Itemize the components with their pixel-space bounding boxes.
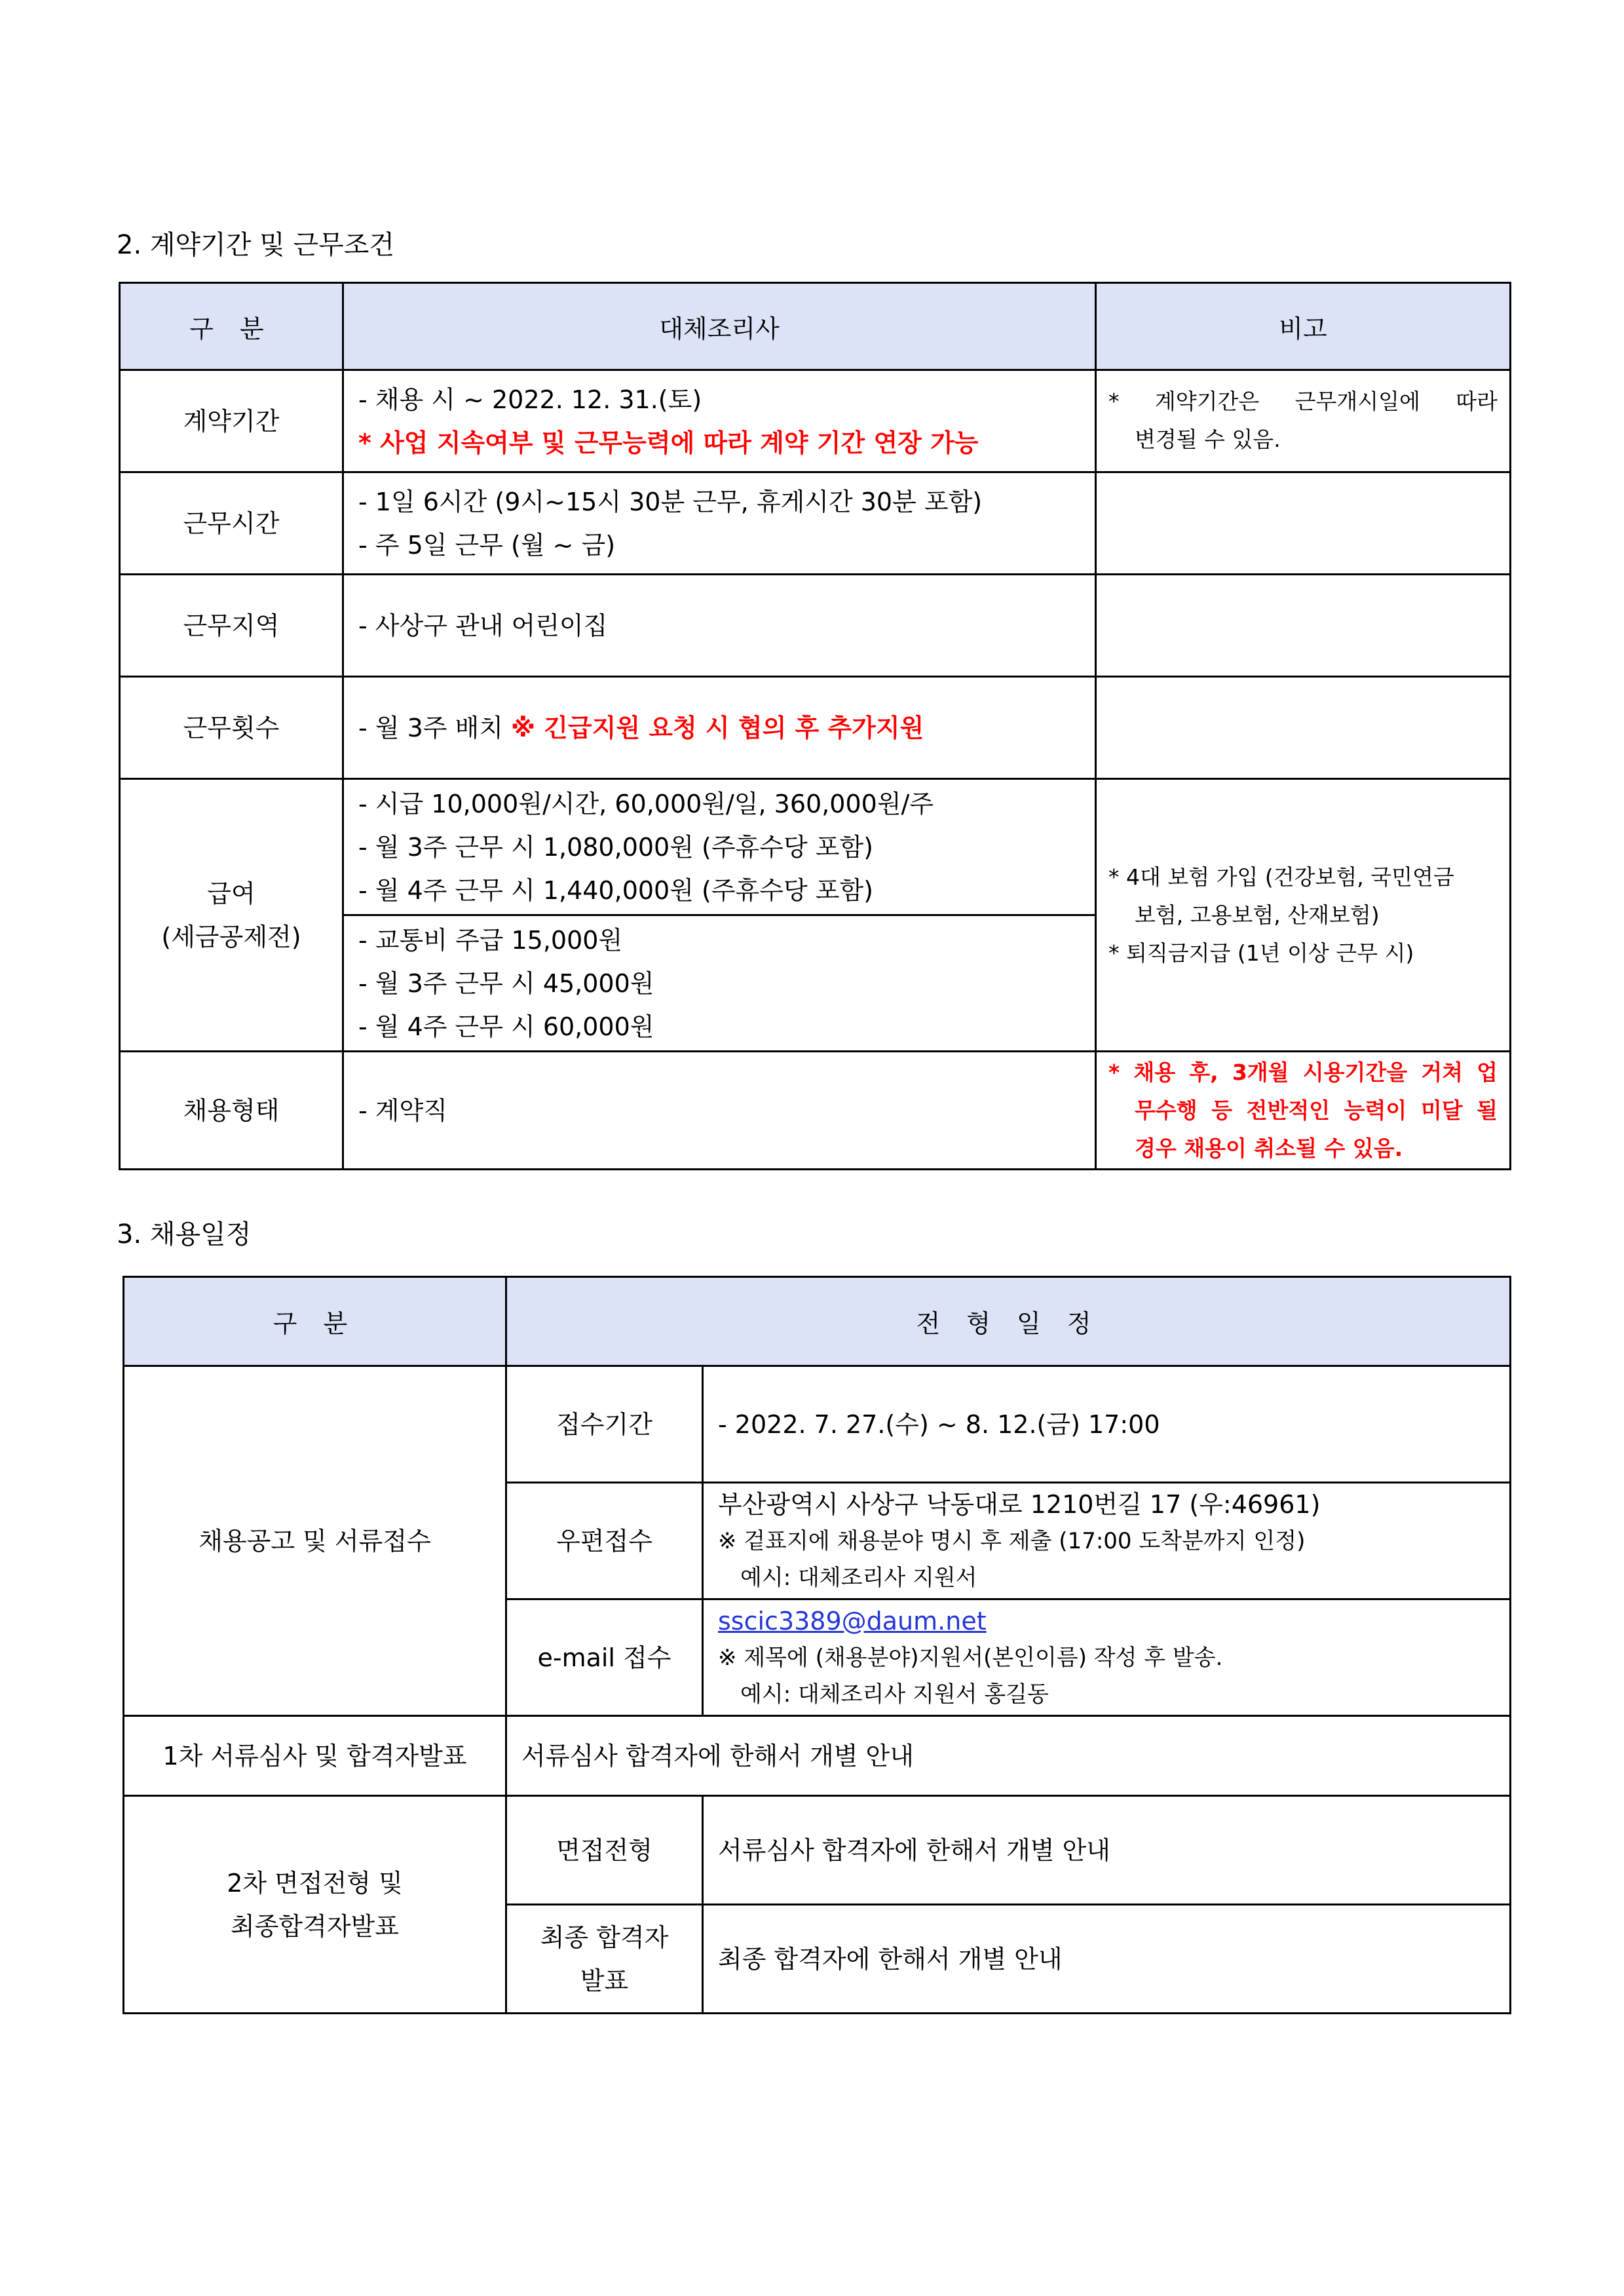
table-row <box>120 1052 1511 1170</box>
salary-label <box>120 779 343 1052</box>
table-row <box>120 779 1511 915</box>
salary-label-sub: (세금공제전) <box>161 922 301 951</box>
email-instruction: ※ 제목에 (채용분야)지원서(본인이름) 작성 후 발송. <box>718 1644 1223 1671</box>
work-count-content <box>343 677 1096 779</box>
document-screening-label: 1차 서류심사 및 합격자발표 <box>124 1716 506 1796</box>
work-hours-content <box>343 472 1096 575</box>
employment-type-content: - 계약직 <box>343 1052 1096 1170</box>
salary-line: - 월 3주 근무 시 45,000원 <box>358 968 654 998</box>
employment-type-remarks-line: * 채용 후, 3개월 시용기간을 거쳐 업 <box>1108 1059 1498 1085</box>
section3-title: 3. 채용일정 <box>117 1219 252 1250</box>
employment-type-remarks-line: 무수행 등 전반적인 능력이 미달 될 <box>1135 1097 1498 1123</box>
header-category: 구 분 <box>124 1277 506 1366</box>
salary-line: - 시급 10,000원/시간, 60,000원/일, 360,000원/주 <box>358 789 934 818</box>
table-row <box>124 1796 1511 1905</box>
final-announcement-value: 최종 합격자에 한해서 개별 안내 <box>703 1905 1511 2014</box>
work-hours-remarks <box>1096 472 1511 575</box>
employment-type-remarks <box>1096 1052 1511 1170</box>
contract-remarks <box>1096 370 1511 472</box>
header-substitute-cook: 대체조리사 <box>343 283 1096 370</box>
mail-address: 부산광역시 사상구 낙동대로 1210번길 17 (우:46961) <box>718 1489 1321 1519</box>
salary-remarks-line: * 퇴직금지급 (1년 이상 근무 시) <box>1108 940 1414 966</box>
salary-remarks-line: 보험, 고용보험, 산재보험) <box>1135 902 1380 928</box>
salary-line: - 월 4주 근무 시 60,000원 <box>358 1012 654 1041</box>
work-area-remarks <box>1096 575 1511 677</box>
mail-instruction: ※ 겉표지에 채용분야 명시 후 제출 (17:00 도착분까지 인정) <box>718 1527 1306 1554</box>
header-remarks: 비고 <box>1096 283 1511 370</box>
mail-application-label: 우편접수 <box>506 1483 703 1599</box>
table-row <box>120 677 1511 779</box>
work-count-label: 근무횟수 <box>120 677 343 779</box>
contract-period-content <box>343 370 1096 472</box>
salary-remarks <box>1096 779 1511 1052</box>
email-address-link[interactable]: sscic3389@daum.net <box>718 1606 987 1636</box>
work-hours-line: - 1일 6시간 (9시~15시 30분 근무, 휴게시간 30분 포함) <box>358 487 983 516</box>
mail-example: 예시: 대체조리사 지원서 <box>740 1564 977 1591</box>
final-announcement-label-line: 발표 <box>580 1966 629 1995</box>
document-screening-value: 서류심사 합격자에 한해서 개별 안내 <box>506 1716 1511 1796</box>
header-schedule: 전 형 일 정 <box>506 1277 1511 1366</box>
announcement-label: 채용공고 및 서류접수 <box>124 1366 506 1716</box>
table-row <box>120 575 1511 677</box>
table-row <box>120 472 1511 575</box>
recruitment-schedule-table <box>123 1276 1511 2014</box>
application-period-value: - 2022. 7. 27.(수) ~ 8. 12.(금) 17:00 <box>703 1366 1511 1483</box>
contract-period-label: 계약기간 <box>120 370 343 472</box>
work-days-line: - 주 5일 근무 (월 ~ 금) <box>358 530 616 560</box>
contract-extension-note: * 사업 지속여부 및 근무능력에 따라 계약 기간 연장 가능 <box>358 428 979 457</box>
section2-title: 2. 계약기간 및 근무조건 <box>117 230 395 260</box>
header-category: 구 분 <box>120 283 343 370</box>
interview-stage-label <box>124 1796 506 2014</box>
interview-stage-label-line: 최종합격자발표 <box>231 1911 399 1941</box>
employment-type-label: 채용형태 <box>120 1052 343 1170</box>
table-row <box>120 370 1511 472</box>
final-announcement-label <box>506 1905 703 2014</box>
salary-label-main: 급여 <box>207 879 255 908</box>
mail-application-content <box>703 1483 1511 1599</box>
interview-value: 서류심사 합격자에 한해서 개별 안내 <box>703 1796 1511 1905</box>
salary-line: - 월 4주 근무 시 1,440,000원 (주휴수당 포함) <box>358 875 873 905</box>
work-area-content: - 사상구 관내 어린이집 <box>343 575 1096 677</box>
contract-period-line: - 채용 시 ~ 2022. 12. 31.(토) <box>358 385 702 414</box>
table-row <box>124 1716 1511 1796</box>
table-row <box>124 1366 1511 1483</box>
salary-line: - 교통비 주급 15,000원 <box>358 925 623 955</box>
contract-remarks-line: * 계약기간은 근무개시일에 따라 <box>1108 389 1498 414</box>
work-area-label: 근무지역 <box>120 575 343 677</box>
work-hours-label: 근무시간 <box>120 472 343 575</box>
interview-label: 면접전형 <box>506 1796 703 1905</box>
salary-remarks-line: * 4대 보험 가입 (건강보험, 국민연금 <box>1108 864 1454 890</box>
work-conditions-table <box>119 282 1511 1170</box>
application-period-label: 접수기간 <box>506 1366 703 1483</box>
salary-line: - 월 3주 근무 시 1,080,000원 (주휴수당 포함) <box>358 832 873 862</box>
email-application-content <box>703 1599 1511 1716</box>
final-announcement-label-line: 최종 합격자 <box>540 1923 669 1952</box>
work-count-remarks <box>1096 677 1511 779</box>
salary-wage-content <box>343 779 1096 915</box>
contract-remarks-line: 변경될 수 있음. <box>1135 427 1281 452</box>
salary-transport-content <box>343 915 1096 1052</box>
employment-type-remarks-line: 경우 채용이 취소될 수 있음. <box>1135 1135 1403 1161</box>
work-count-line: - 월 3주 배치 <box>358 713 512 742</box>
email-example: 예시: 대체조리사 지원서 홍길동 <box>740 1681 1049 1708</box>
emergency-support-note: ※ 긴급지원 요청 시 협의 후 추가지원 <box>511 713 924 742</box>
interview-stage-label-line: 2차 면접전형 및 <box>227 1868 403 1898</box>
email-application-label: e-mail 접수 <box>506 1599 703 1716</box>
